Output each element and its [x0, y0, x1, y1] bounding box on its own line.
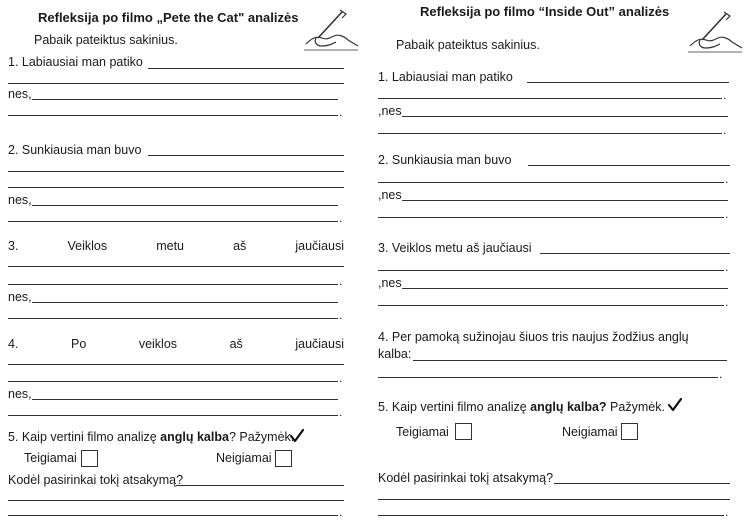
left-why-answer-line[interactable]	[8, 515, 338, 516]
left-q3-reason-line[interactable]	[8, 318, 338, 319]
left-q1-label: 1. Labiausiai man patiko	[8, 55, 143, 69]
right-q3-label: 3. Veiklos metu aš jaučiausi	[378, 241, 532, 255]
right-q2-answer-line[interactable]	[528, 165, 730, 166]
right-q2-reason-line[interactable]	[402, 200, 728, 201]
right-positive-checkbox[interactable]	[455, 423, 472, 440]
left-q3-word: aš	[233, 239, 247, 253]
left-q3-nes: nes,	[8, 290, 32, 304]
left-why-answer-line[interactable]	[176, 485, 344, 486]
left-negative-label: Neigiamai	[216, 451, 272, 465]
right-q2-reason-line[interactable]	[378, 217, 724, 218]
left-q2-reason-line[interactable]	[32, 205, 338, 206]
right-q1-label: 1. Labiausiai man patiko	[378, 70, 513, 84]
left-q1-reason-line[interactable]	[8, 115, 338, 116]
right-q5-bold: anglų kalba?	[530, 400, 607, 414]
right-q2-nes: ,nes	[378, 188, 402, 202]
right-why-label: Kodėl pasirinkai tokį atsakymą?	[378, 471, 554, 485]
left-q2-answer-line[interactable]	[148, 155, 344, 156]
left-instruction: Pabaik pateiktus sakinius.	[34, 33, 178, 47]
left-q3-label	[8, 239, 344, 253]
right-q2-label: 2. Sunkiausia man buvo	[378, 153, 512, 167]
left-positive-label: Teigiamai	[24, 451, 77, 465]
writing-hand-icon	[302, 8, 360, 52]
right-why-answer-line[interactable]	[554, 483, 730, 484]
left-q5-suffix: ? Pažymėk.	[228, 430, 295, 444]
right-q2-answer-line[interactable]	[378, 182, 724, 183]
right-q3-period: .	[725, 295, 729, 309]
right-q4-label-cont: kalba:	[378, 347, 412, 361]
right-negative-checkbox[interactable]	[621, 423, 638, 440]
left-q3-answer-line[interactable]	[8, 266, 344, 267]
left-title: Refleksija po filmo „Pete the Cat" analizės	[38, 10, 299, 25]
right-instruction: Pabaik pateiktus sakinius.	[396, 38, 540, 52]
left-q4-word: 4.	[8, 337, 19, 351]
left-why-period: .	[339, 505, 343, 519]
left-q4-reason-line[interactable]	[32, 399, 338, 400]
left-q2-nes: nes,	[8, 193, 32, 207]
left-why-label: Kodėl pasirinkai tokį atsakymą?	[8, 473, 184, 487]
right-q1-answer-line[interactable]	[378, 98, 722, 99]
right-positive-label: Teigiamai	[396, 425, 449, 439]
right-q4-answer-line[interactable]	[413, 360, 727, 361]
right-q2-period: .	[725, 207, 729, 221]
left-q1-period: .	[339, 105, 343, 119]
left-q1-nes: nes,	[8, 87, 32, 101]
left-q4-period: .	[339, 405, 343, 419]
right-q4-label: 4. Per pamoką sužinojau šiuos tris naujus žodžius anglų	[378, 330, 689, 344]
right-q1-nes: ,nes	[378, 104, 402, 118]
right-q2-period: .	[725, 172, 729, 186]
right-negative-label: Neigiamai	[562, 425, 618, 439]
left-q5-bold: anglų kalba	[160, 430, 229, 444]
right-q3-reason-line[interactable]	[402, 288, 728, 289]
left-q4-word: jaučiausi	[295, 337, 344, 351]
right-title: Refleksija po filmo “Inside Out” analizės	[420, 4, 670, 19]
left-q2-label: 2. Sunkiausia man buvo	[8, 143, 142, 157]
left-q2-answer-line[interactable]	[8, 187, 344, 188]
right-q5-label	[378, 400, 665, 414]
left-q2-period: .	[339, 211, 343, 225]
right-q4-answer-line[interactable]	[378, 377, 718, 378]
left-q5-label	[8, 430, 294, 444]
left-q3-word: jaučiausi	[295, 239, 344, 253]
right-q4-period: .	[719, 367, 723, 381]
right-q3-answer-line[interactable]	[378, 270, 724, 271]
right-q5-suffix: Pažymėk.	[606, 400, 665, 414]
left-q4-answer-line[interactable]	[8, 381, 338, 382]
left-why-answer-line[interactable]	[8, 500, 344, 501]
left-q2-answer-line[interactable]	[8, 171, 344, 172]
left-q4-period: .	[339, 371, 343, 385]
checkmark-icon	[667, 397, 683, 413]
right-q1-period: .	[723, 123, 727, 137]
right-why-period: .	[725, 505, 729, 519]
left-q4-word: aš	[229, 337, 243, 351]
left-q3-word: metu	[156, 239, 184, 253]
right-q3-answer-line[interactable]	[540, 253, 730, 254]
left-q1-answer-line[interactable]	[8, 83, 344, 84]
right-q3-nes: ,nes	[378, 276, 402, 290]
left-q4-word: Po	[70, 337, 87, 351]
writing-hand-icon	[686, 10, 744, 54]
right-q1-reason-line[interactable]	[378, 133, 722, 134]
left-q1-answer-line[interactable]	[148, 68, 344, 69]
right-q1-reason-line[interactable]	[402, 116, 728, 117]
left-q4-reason-line[interactable]	[8, 415, 338, 416]
checkmark-icon	[289, 428, 305, 444]
left-q3-word: Veiklos	[67, 239, 108, 253]
right-q1-period: .	[723, 88, 727, 102]
right-q3-period: .	[725, 260, 729, 274]
left-q2-reason-line[interactable]	[8, 221, 338, 222]
right-q3-reason-line[interactable]	[378, 305, 724, 306]
left-q1-reason-line[interactable]	[32, 99, 338, 100]
left-q4-word: veiklos	[138, 337, 178, 351]
left-q5-prefix: 5. Kaip vertini filmo analizę	[8, 430, 161, 444]
right-why-answer-line[interactable]	[378, 499, 730, 500]
left-q4-nes: nes,	[8, 387, 32, 401]
right-why-answer-line[interactable]	[378, 515, 724, 516]
left-q3-answer-line[interactable]	[8, 284, 338, 285]
right-q5-prefix: 5. Kaip vertini filmo analizę	[378, 400, 531, 414]
left-positive-checkbox[interactable]	[81, 450, 98, 467]
left-q3-reason-line[interactable]	[32, 302, 338, 303]
left-q4-label	[8, 337, 344, 351]
right-q1-answer-line[interactable]	[527, 82, 729, 83]
left-q3-word: 3.	[8, 239, 19, 253]
left-q4-answer-line[interactable]	[8, 364, 344, 365]
left-q3-period: .	[339, 308, 343, 322]
left-q3-period: .	[339, 274, 343, 288]
left-negative-checkbox[interactable]	[275, 450, 292, 467]
